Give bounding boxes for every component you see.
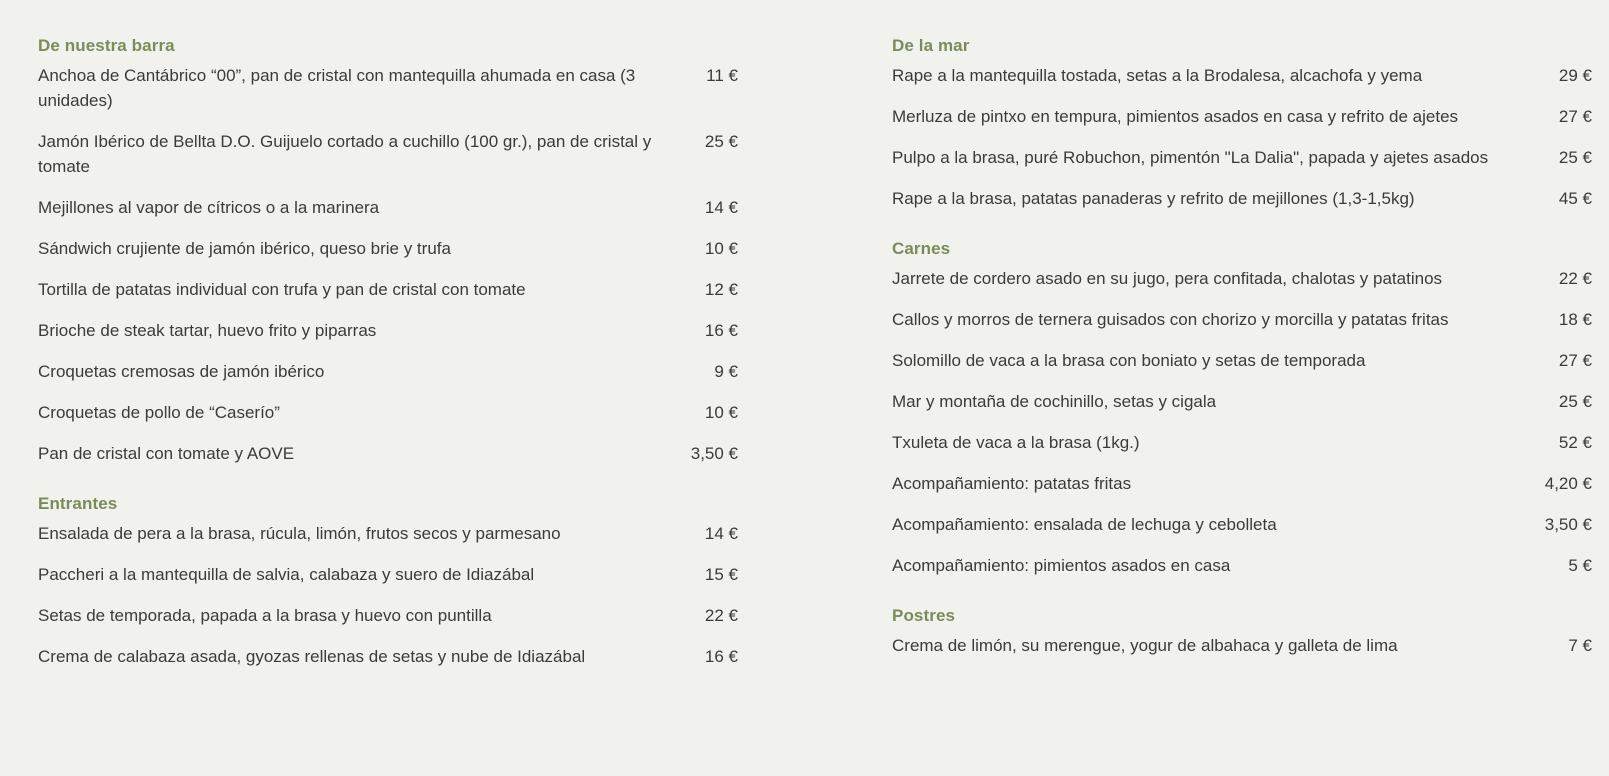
menu-item [892, 266, 1592, 291]
menu-item-name: Jarrete de cordero asado en su jugo, pera confitada, chalotas y patatinos [892, 269, 1443, 288]
menu-item [892, 63, 1592, 88]
menu-item-price: 3,50 € [690, 444, 738, 463]
menu-item-price: 29 € [1558, 66, 1592, 85]
menu-item-name: Solomillo de vaca a la brasa con boniato y setas de temporada [892, 351, 1366, 370]
menu-item-name: Ensalada de pera a la brasa, rúcula, limón, frutos secos y parmesano [38, 524, 561, 543]
menu-item-name: Mar y montaña de cochinillo, setas y cigala [892, 392, 1217, 411]
menu-item [892, 471, 1592, 496]
menu-item-price: 7 € [1568, 636, 1592, 655]
section-title: De nuestra barra [38, 36, 175, 55]
section-de-nuestra-barra [38, 34, 738, 466]
menu-item [38, 318, 738, 343]
menu-item-name: Callos y morros de ternera guisados con chorizo y morcilla y patatas fritas [892, 310, 1449, 329]
menu-item-name: Acompañamiento: ensalada de lechuga y cebolleta [892, 515, 1277, 534]
menu-item-name: Setas de temporada, papada a la brasa y huevo con puntilla [38, 606, 492, 625]
menu-item-name: Pan de cristal con tomate y AOVE [38, 444, 295, 463]
menu-item [892, 389, 1592, 414]
menu-item-name: Anchoa de Cantábrico “00”, pan de cristal con mantequilla ahumada en casa (3 unidades) [38, 66, 636, 110]
menu-item-price: 25 € [1558, 392, 1592, 411]
menu-item [38, 63, 738, 113]
menu-item-price: 16 € [704, 647, 738, 666]
menu-item-name: Merluza de pintxo en tempura, pimientos asados en casa y refrito de ajetes [892, 107, 1459, 126]
section-de-la-mar [892, 34, 1592, 211]
menu-item [892, 348, 1592, 373]
menu-column-left [38, 34, 738, 695]
menu-item-price: 10 € [704, 239, 738, 258]
menu-item [892, 186, 1592, 211]
menu-item-name: Rape a la mantequilla tostada, setas a la Brodalesa, alcachofa y yema [892, 66, 1423, 85]
menu-item-price: 52 € [1558, 433, 1592, 452]
menu-item-price: 22 € [1558, 269, 1592, 288]
menu-item [892, 512, 1592, 537]
menu-item-name: Croquetas de pollo de “Caserío” [38, 403, 280, 422]
menu-item [38, 603, 738, 628]
menu-item-price: 27 € [1558, 107, 1592, 126]
menu-item [38, 277, 738, 302]
section-carnes [892, 237, 1592, 578]
menu-item-price: 5 € [1568, 556, 1592, 575]
menu-item-price: 14 € [704, 198, 738, 217]
menu-item-price: 11 € [706, 66, 738, 85]
menu-item-price: 45 € [1558, 189, 1592, 208]
section-entrantes [38, 492, 738, 669]
section-title: De la mar [892, 36, 970, 55]
menu-item [892, 633, 1592, 658]
menu-item-price: 14 € [704, 524, 738, 543]
menu-item-price: 27 € [1558, 351, 1592, 370]
menu-item-price: 3,50 € [1544, 515, 1592, 534]
menu-item-price: 25 € [1558, 148, 1592, 167]
menu-item [892, 307, 1592, 332]
menu-item-name: Brioche de steak tartar, huevo frito y piparras [38, 321, 377, 340]
menu-item-price: 25 € [704, 132, 738, 151]
menu-item-name: Tortilla de patatas individual con trufa y pan de cristal con tomate [38, 280, 526, 299]
menu-item-name: Croquetas cremosas de jamón ibérico [38, 362, 325, 381]
menu-column-right [892, 34, 1592, 684]
menu-item [38, 521, 738, 546]
menu-item [38, 441, 738, 466]
menu-item [892, 104, 1592, 129]
section-postres [892, 604, 1592, 658]
menu-item-name: Pulpo a la brasa, puré Robuchon, pimentón "La Dalia", papada y ajetes asados [892, 148, 1489, 167]
menu-item-name: Acompañamiento: patatas fritas [892, 474, 1132, 493]
menu-item-name: Crema de calabaza asada, gyozas rellenas de setas y nube de Idiazábal [38, 647, 586, 666]
menu-item [892, 145, 1592, 170]
menu-item-name: Sándwich crujiente de jamón ibérico, queso brie y trufa [38, 239, 451, 258]
menu-item [38, 359, 738, 384]
menu-item-price: 12 € [704, 280, 738, 299]
menu-item-name: Crema de limón, su merengue, yogur de albahaca y galleta de lima [892, 636, 1398, 655]
section-title: Postres [892, 606, 956, 625]
menu-item-price: 4,20 € [1544, 474, 1592, 493]
menu-item [38, 644, 738, 669]
menu-item-price: 9 € [714, 362, 738, 381]
menu-item [892, 553, 1592, 578]
section-title: Entrantes [38, 494, 118, 513]
section-title: Carnes [892, 239, 951, 258]
menu-item-name: Txuleta de vaca a la brasa (1kg.) [892, 433, 1140, 452]
menu-item-price: 10 € [704, 403, 738, 422]
menu-item-name: Jamón Ibérico de Bellta D.O. Guijuelo cortado a cuchillo (100 gr.), pan de cristal y tomate [38, 132, 652, 176]
menu-item [38, 236, 738, 261]
menu-item-price: 15 € [704, 565, 738, 584]
menu-item-name: Acompañamiento: pimientos asados en casa [892, 556, 1231, 575]
menu-item-name: Rape a la brasa, patatas panaderas y refrito de mejillones (1,3-1,5kg) [892, 189, 1415, 208]
menu-item [38, 400, 738, 425]
menu-item [38, 562, 738, 587]
menu-item [38, 129, 738, 179]
menu-item [38, 195, 738, 220]
menu-item [892, 430, 1592, 455]
menu-item-name: Paccheri a la mantequilla de salvia, calabaza y suero de Idiazábal [38, 565, 535, 584]
menu-item-name: Mejillones al vapor de cítricos o a la marinera [38, 198, 380, 217]
menu-item-price: 16 € [704, 321, 738, 340]
menu-item-price: 18 € [1558, 310, 1592, 329]
menu-item-price: 22 € [704, 606, 738, 625]
